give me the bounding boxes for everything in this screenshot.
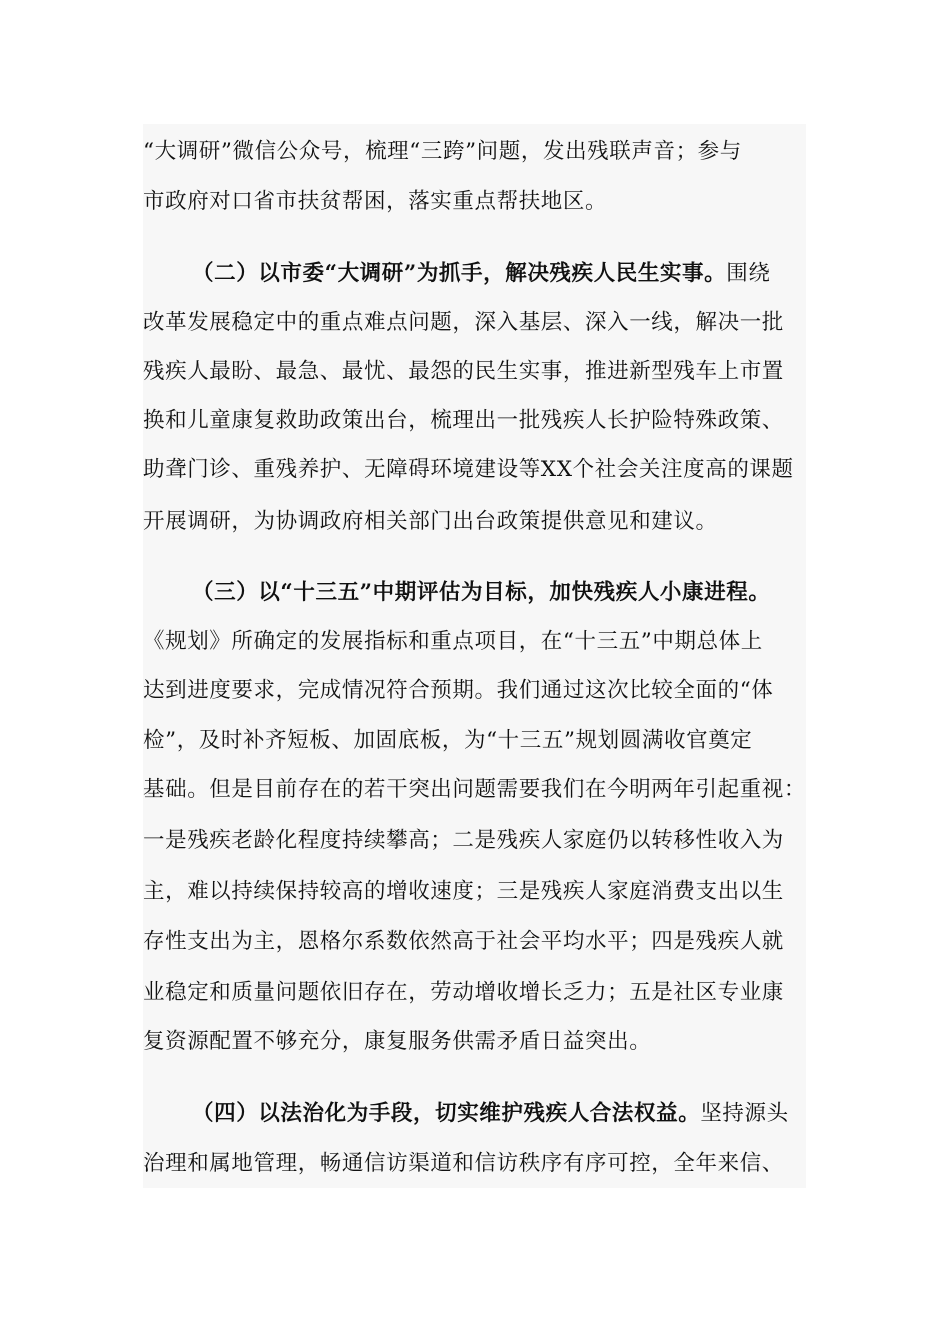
section3-line: 主，难以持续保持较高的增收速度；三是残疾人家庭消费支出以生 [143, 879, 784, 904]
section2-first-line [192, 258, 770, 290]
section4-heading: （四）以法治化为手段，切实维护残疾人合法权益。 [192, 1101, 701, 1126]
section4-first-line [192, 1098, 789, 1130]
section3-line: 基础。但是目前存在的若干突出问题需要我们在今明两年引起重视： [143, 777, 807, 802]
section2-line: 残疾人最盼、最急、最忧、最怨的民生实事，推进新型残车上市置 [143, 359, 784, 384]
section2-first-line-tail: 围绕 [726, 261, 771, 286]
section3-line: 检”，及时补齐短板、加固底板，为“十三五”规划圆满收官奠定 [143, 728, 753, 753]
document-body [143, 124, 806, 1188]
section3-line: 达到进度要求，完成情况符合预期。我们通过这次比较全面的“体 [143, 678, 774, 703]
intro-line-2: 市政府对口省市扶贫帮困，落实重点帮扶地区。 [143, 189, 608, 214]
section4-first-line-tail: 坚持源头 [700, 1101, 789, 1126]
section3-heading: （三）以“十三五”中期评估为目标，加快残疾人小康进程。 [192, 580, 771, 605]
intro-line-1: “大调研”微信公众号，梳理“三跨”问题，发出残联声音；参与 [143, 139, 742, 164]
section4-line: 治理和属地管理，畅通信访渠道和信访秩序有序可控，全年来信、 [143, 1151, 784, 1176]
section3-line: 复资源配置不够充分，康复服务供需矛盾日益突出。 [143, 1029, 652, 1054]
section3-line: 业稳定和质量问题依旧存在，劳动增收增长乏力；五是社区专业康 [143, 980, 784, 1005]
section2-line: 开展调研，为协调政府相关部门出台政策提供意见和建议。 [143, 509, 718, 534]
section2-line: 换和儿童康复救助政策出台，梳理出一批残疾人长护险特殊政策、 [143, 408, 784, 433]
section3-line: 存性支出为主，恩格尔系数依然高于社会平均水平；四是残疾人就 [143, 929, 784, 954]
section3-line: 《规划》所确定的发展指标和重点项目，在“十三五”中期总体上 [143, 629, 763, 654]
section2-line: 改革发展稳定中的重点难点问题，深入基层、深入一线，解决一批 [143, 310, 784, 335]
section2-line: 助聋门诊、重残养护、无障碍环境建设等XX个社会关注度高的课题 [143, 457, 794, 482]
section3-line: 一是残疾老龄化程度持续攀高；二是残疾人家庭仍以转移性收入为 [143, 828, 784, 853]
section2-heading: （二）以市委“大调研”为抓手，解决残疾人民生实事。 [192, 261, 727, 286]
